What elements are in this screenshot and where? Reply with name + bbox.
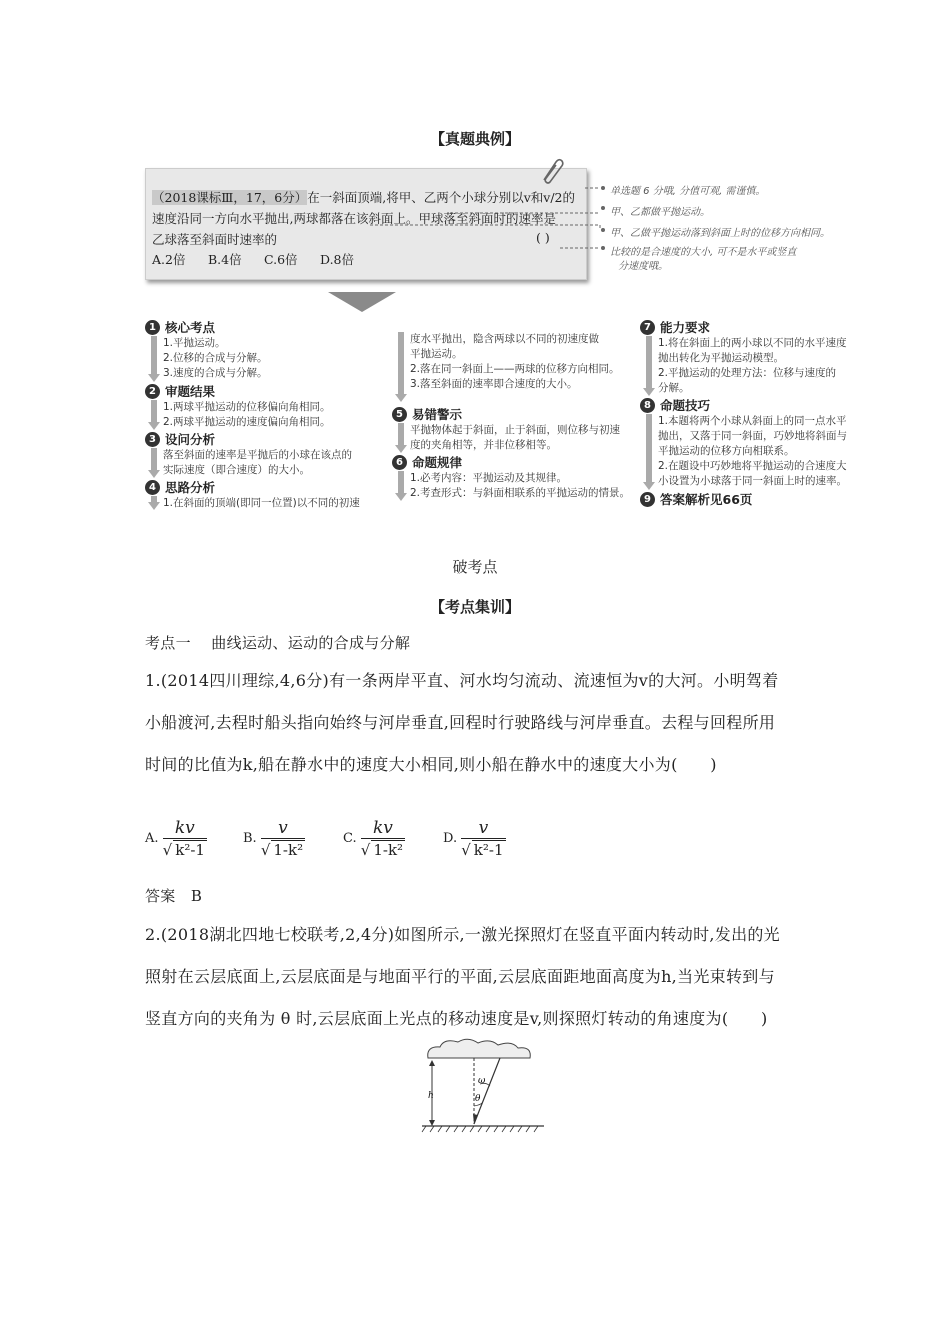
text-line: 抛出转化为平抛运动模型。 — [658, 352, 784, 364]
text-line: 2.落在同一斜面上——两球的位移方向相同。 — [410, 363, 620, 375]
card-line-2: 速度沿同一方向水平抛出,两球都落在该斜面上。甲球落至斜面时的速率是 — [152, 211, 556, 226]
fraction-denominator: k²-1 — [473, 841, 504, 859]
badge-9-icon: 9 — [640, 492, 655, 507]
header-practice: 【考点集训】 — [429, 598, 520, 616]
text-line: 度的夹角相等，并非位移相等。 — [410, 439, 557, 451]
text-line: 1.本题将两个小球从斜面上的同一点水平 — [658, 415, 847, 427]
fraction-denominator: 1-k² — [273, 841, 304, 859]
text-line: 1.平抛运动。 — [163, 337, 226, 349]
text-line: 落至斜面的速率是平抛后的小球在该点的 — [163, 449, 352, 461]
card-answer-paren: ( ) — [536, 230, 550, 245]
option-label: D. — [443, 831, 458, 846]
text-line: 3.速度的合成与分解。 — [163, 367, 268, 379]
text-line: 2.在题设中巧妙地将平抛运动的合速度大 — [658, 460, 847, 472]
card-option-d: D.8倍 — [320, 252, 355, 267]
q1-option-b: B. $\frac{v}{\text{√ 1-k²}}$ — [243, 818, 304, 859]
text-line: 2.两球平抛运动的速度偏向角相同。 — [163, 416, 331, 428]
badge-3-icon: 3 — [145, 432, 160, 447]
section-title: 易错警示 — [412, 407, 463, 422]
cloud-shape — [428, 1039, 531, 1058]
section-heading: 破考点 — [452, 558, 498, 576]
badge-5-icon: 5 — [392, 407, 407, 422]
section-title: 设问分析 — [165, 432, 216, 447]
card-option-a: A.2倍 — [152, 252, 186, 267]
section-question-analysis — [145, 430, 385, 448]
badge-1-icon: 1 — [145, 320, 160, 335]
section-common-mistakes — [392, 405, 632, 423]
badge-7-icon: 7 — [640, 320, 655, 335]
fraction-numerator: v — [278, 818, 288, 838]
label-theta: θ — [475, 1094, 481, 1104]
section-thinking-analysis — [145, 478, 385, 496]
card-source-tag: （2018课标Ⅲ，17，6分） — [152, 190, 308, 205]
text-line: 2.位移的合成与分解。 — [163, 352, 268, 364]
fraction-denominator: 1-k² — [373, 841, 404, 859]
section-answer-reference — [640, 490, 880, 508]
q1-line-2: 小船渡河,去程时船头指向始终与河岸垂直,回程时行驶路线与河岸垂直。去程与回程所用 — [145, 713, 776, 732]
fraction-numerator: v — [478, 818, 489, 838]
section-core-points — [145, 318, 385, 336]
option-label: C. — [343, 831, 357, 846]
badge-6-icon: 6 — [392, 455, 407, 470]
section-title: 答案解析见66页 — [660, 492, 753, 507]
label-omega: ω — [478, 1076, 486, 1086]
section-ability-requirement — [640, 318, 880, 336]
label-h: h — [428, 1091, 434, 1101]
badge-8-icon: 8 — [640, 398, 655, 413]
q2-line-1: 2.(2018湖北四地七校联考,2,4分)如图所示,一激光探照灯在竖直平面内转动时,发出的光 — [145, 925, 780, 944]
note-5: 分速度哦。 — [618, 261, 668, 272]
note-4: 比较的是合速度的大小, 可不是水平或竖直 — [610, 247, 797, 258]
q1-answer: 答案 B — [145, 887, 203, 905]
header-exam-example: 【真题典例】 — [429, 130, 520, 148]
fraction-numerator: kv — [174, 818, 195, 838]
analysis-middle-column — [392, 332, 632, 501]
text-line: 抛出，又落于同一斜面，巧妙地将斜面与 — [658, 430, 847, 442]
note-2: 甲、乙都做平抛运动。 — [610, 207, 710, 218]
card-line-1-text: 在一斜面顶端,将甲、乙两个小球分别以v和v/2的 — [307, 190, 575, 205]
text-line: 度水平抛出，隐含两球以不同的初速度做 — [410, 333, 599, 345]
text-line: 平抛运动。 — [410, 348, 463, 360]
text-line: 3.落至斜面的速率即合速度的大小。 — [410, 378, 578, 390]
text-line: 平抛运动的位移方向相联系。 — [658, 445, 795, 457]
text-line: 1.必考内容：平抛运动及其规律。 — [410, 472, 568, 484]
q2-line-2: 照射在云层底面上,云层底面是与地面平行的平面,云层底面距地面高度为h,当光束转到与 — [145, 967, 775, 986]
topic-title: 考点一 曲线运动、运动的合成与分解 — [145, 634, 411, 652]
q2-line-3: 竖直方向的夹角为 θ 时,云层底面上光点的移动速度是v,则探照灯转动的角速度为( ) — [145, 1009, 768, 1028]
section-title: 命题规律 — [412, 455, 463, 470]
text-line: 2.考查形式：与斜面相联系的平抛运动的情景。 — [410, 487, 631, 499]
q1-option-d: D. $\frac{v}{\text{√ k²-1}}$ — [443, 818, 504, 859]
annotation-connectors — [360, 178, 610, 258]
fraction-denominator: k²-1 — [175, 841, 205, 859]
card-line-3: 乙球落至斜面时速率的 — [152, 232, 278, 247]
section-title: 命题技巧 — [660, 398, 711, 413]
text-line: 实际速度（即合速度）的大小。 — [163, 464, 310, 476]
text-line: 分解。 — [658, 382, 690, 394]
card-option-b: B.4倍 — [208, 252, 242, 267]
q1-option-a: A. $\frac{kv}{\text{√ k²-1}}$ — [145, 818, 205, 859]
q1-line-3: 时间的比值为k,船在静水中的速度大小相同,则小船在静水中的速度大小为( ) — [145, 755, 717, 774]
section-title: 审题结果 — [165, 384, 216, 399]
badge-4-icon: 4 — [145, 480, 160, 495]
analysis-right-column — [640, 318, 880, 508]
card-option-c: C.6倍 — [264, 252, 298, 267]
q1-line-1: 1.(2014四川理综,4,6分)有一条两岸平直、河水均匀流动、流速恒为v的大河。小明驾着 — [145, 671, 779, 690]
badge-2-icon: 2 — [145, 384, 160, 399]
down-arrow-icon — [328, 292, 396, 314]
fraction-numerator: kv — [372, 818, 393, 838]
text-line: 平抛物体起于斜面，止于斜面，则位移与初速 — [410, 424, 620, 436]
text-line: 小设置为小球落于同一斜面上时的速率。 — [658, 475, 847, 487]
option-label: B. — [243, 831, 257, 846]
section-proposition-pattern — [392, 453, 632, 471]
section-title: 思路分析 — [165, 480, 216, 495]
section-title: 能力要求 — [660, 320, 711, 335]
note-1: 单选题 6 分哦, 分值可观, 需谨慎。 — [610, 186, 766, 197]
text-line: 2.平抛运动的处理方法：位移与速度的 — [658, 367, 837, 379]
text-line: 1.在斜面的顶端(即同一位置)以不同的初速 — [163, 497, 360, 509]
option-label: A. — [145, 831, 159, 846]
text-line: 1.两球平抛运动的位移偏向角相同。 — [163, 401, 331, 413]
section-proposition-skill — [640, 396, 880, 414]
analysis-left-column — [145, 318, 385, 511]
section-review-result — [145, 382, 385, 400]
section-title: 核心考点 — [165, 320, 216, 335]
note-3: 甲、乙做平抛运动落到斜面上时的位移方向相同。 — [610, 228, 830, 239]
text-line: 1.将在斜面上的两小球以不同的水平速度 — [658, 337, 847, 349]
searchlight-figure — [418, 1036, 548, 1136]
q1-option-c: C. $\frac{kv}{\text{√ 1-k²}}$ — [343, 818, 404, 859]
